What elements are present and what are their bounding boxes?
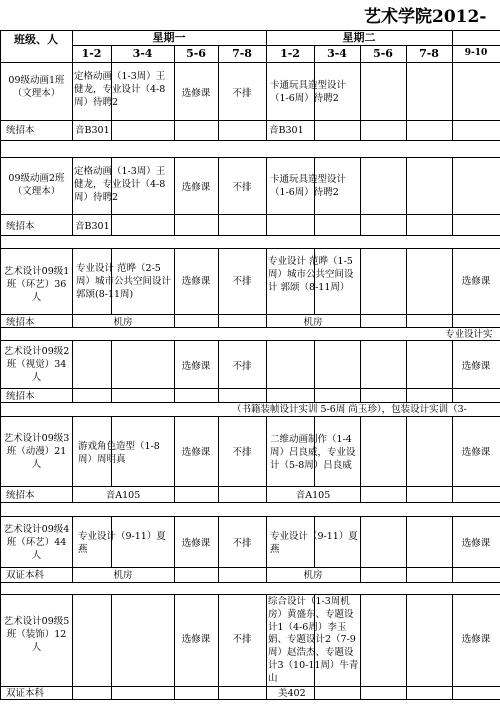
class-name: 艺术设计09级4班（环艺）44人 — [3, 524, 70, 561]
class-name: 09级动画2班（文理本） — [8, 173, 65, 197]
course-cell: 卡通玩具造型设计（1-6周）待聘2 — [270, 174, 347, 198]
class-column-header: 班级、人 — [14, 33, 58, 46]
not-scheduled-cell: 不排 — [232, 88, 252, 99]
note-cell: （书籍装帧设计实训 5-6周 尚玉珍），包装设计实训（3- — [232, 404, 467, 415]
room-cell: 美402 — [278, 688, 306, 699]
period-header-mon-5-6: 5-6 — [186, 47, 206, 60]
day-header-monday: 星期一 — [152, 31, 186, 44]
room-cell: 音A105 — [105, 490, 141, 501]
period-header-mon-1-2: 1-2 — [81, 47, 102, 60]
period-header-tue-9-10: 9-10 — [464, 48, 488, 58]
period-header-mon-3-4: 3-4 — [132, 47, 153, 60]
period-header-tue-3-4: 3-4 — [327, 47, 347, 60]
not-scheduled-cell: 不排 — [232, 276, 252, 287]
day-header-tuesday: 星期二 — [342, 31, 376, 44]
room-label: 统招本 — [6, 221, 35, 232]
note-cell: 专业设计实 — [445, 329, 493, 340]
course-cell: 专业设计（9-11）夏燕 — [270, 531, 358, 555]
room-cell: 机房 — [113, 570, 133, 581]
class-name: 艺术设计09级1班（环艺）36人 — [3, 266, 70, 303]
page-title: 艺术学院2012- — [364, 7, 487, 27]
room-label: 统招本 — [6, 490, 35, 501]
not-scheduled-cell: 不排 — [232, 182, 252, 193]
course-cell: 卡通玩具造型设计（1-6周）待聘2 — [270, 80, 347, 104]
course-cell: 二维动画制作（1-4周）吕良威，专业设计（5-8周）吕良威 — [270, 434, 356, 471]
room-label: 双证本科 — [6, 688, 45, 699]
period-header-tue-7-8: 7-8 — [419, 47, 439, 60]
elective-cell: 选修课 — [181, 538, 211, 549]
elective-cell: 选修课 — [461, 361, 491, 372]
not-scheduled-cell: 不排 — [232, 447, 252, 458]
room-cell: 音B301 — [75, 221, 110, 232]
elective-cell: 选修课 — [181, 634, 211, 645]
course-cell: 专业设计 范晔（1-5周）城市公共空间设计 郭颂（8-11周） — [268, 256, 354, 293]
room-label: 统招本 — [6, 317, 35, 328]
class-name: 艺术设计09级3班（动漫）21人 — [3, 433, 70, 470]
room-cell: 机房 — [113, 317, 133, 328]
elective-cell: 选修课 — [461, 634, 491, 645]
elective-cell: 选修课 — [181, 182, 211, 193]
period-header-mon-7-8: 7-8 — [232, 47, 252, 60]
room-cell: 音A105 — [295, 490, 331, 501]
period-header-tue-1-2: 1-2 — [280, 47, 300, 60]
not-scheduled-cell: 不排 — [232, 634, 252, 645]
course-cell: 游戏角色造型（1-8周）周明真 — [78, 441, 160, 465]
class-name: 艺术设计09级5班（装饰）12人 — [3, 616, 70, 653]
elective-cell: 选修课 — [461, 276, 491, 287]
class-name: 艺术设计09级2班（视觉）34人 — [3, 346, 70, 383]
room-label: 双证本科 — [6, 570, 45, 581]
course-cell: 综合设计（1-3周机房）黄盛东、专题设计1（4-6周）李玉娟、专题设计2（7-9周）赵浩杰、专题设计3（10-11周）牛青山 — [268, 596, 359, 684]
elective-cell: 选修课 — [181, 447, 211, 458]
room-cell: 机房 — [303, 570, 323, 581]
elective-cell: 选修课 — [181, 276, 211, 287]
room-cell: 机房 — [303, 317, 323, 328]
room-cell: 音B301 — [75, 125, 110, 136]
room-label: 统招本 — [6, 391, 35, 402]
class-name: 09级动画1班（文理本） — [8, 75, 65, 99]
not-scheduled-cell: 不排 — [232, 361, 252, 372]
room-label: 统招本 — [6, 125, 35, 136]
course-cell: 定格动画（1-3周）王健龙，专业设计（4-8周）待聘2 — [74, 166, 166, 203]
not-scheduled-cell: 不排 — [232, 538, 252, 549]
course-cell: 专业设计 范晔（2-5周）城市公共空间设计 郭颂(8-11周) — [76, 263, 172, 300]
course-cell: 定格动画（1-3周）王健龙，专业设计（4-8周）待聘2 — [74, 71, 166, 108]
room-cell: 音B301 — [269, 125, 304, 136]
elective-cell: 选修课 — [181, 88, 211, 99]
elective-cell: 选修课 — [181, 361, 211, 372]
period-header-tue-5-6: 5-6 — [373, 47, 393, 60]
elective-cell: 选修课 — [461, 447, 491, 458]
elective-cell: 选修课 — [461, 538, 491, 549]
course-cell: 专业设计（9-11）夏燕 — [78, 531, 166, 555]
